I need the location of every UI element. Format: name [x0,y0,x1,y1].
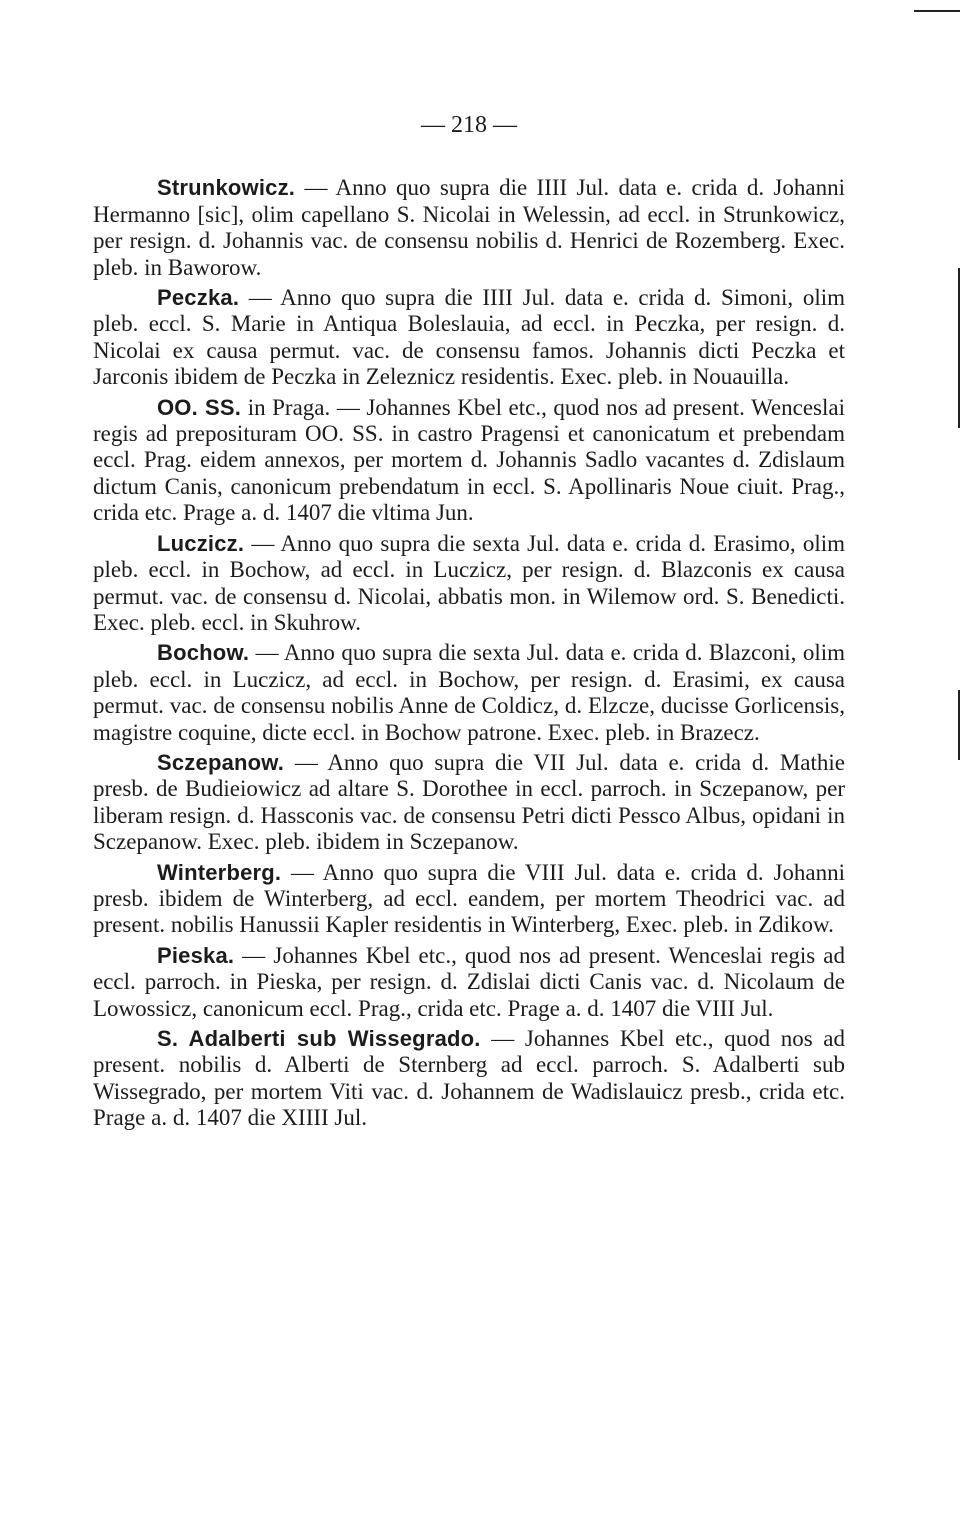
entry-pieska [93,943,845,1022]
entry-text: — Anno quo supra die IIII Jul. data e. crida d. Johanni Hermanno [sic], olim capellano S. Nicolai in Welessin, ad eccl. in Strunkowicz, per resign. d. Johannis vac. de consensu nobilis d. Henrici de Rozemberg. Exec. pleb. in Baworow. [93,175,845,280]
entry-title: Luczicz. [157,530,245,556]
entry-title: S. Adalberti sub Wissegrado. [157,1026,481,1051]
entry-title: Winterberg. [157,859,282,885]
entry-text: — Anno quo supra die sexta Jul. data e. crida d. Blazconi, olim pleb. eccl. in Luczicz, ad eccl. in Bochow, per resign. d. Erasimi, ex causa permut. vac. de consensu nobilis Anne de Coldicz, d. Elzcze, ducisse Gorlicensis, magistre coquine, dicte eccl. in Bochow patrone. Exec. pleb. in Brazecz. [93,640,845,745]
entry-title: Strunkowicz. [157,175,296,201]
entry-sczepanow [93,750,845,856]
entry-oo-ss-praga [93,395,845,527]
entry-text: — Johannes Kbel etc., quod nos ad present. nobilis d. Alberti de Sternberg ad eccl. parroch. S. Adalberti sub Wissegrado, per mortem Viti vac. d. Johannem de Wadislauicz presb., crida etc. Prage a. d. 1407 die XIIII Jul. [93,1026,846,1131]
entry-text: — Anno quo supra die VII Jul. data e. crida d. Mathie presb. de Budieiowicz ad altare S. Dorothee in eccl. parroch. in Sczepanow, per liberam resign. d. Hassconis vac. de consensu Petri dicti Pessco Albus, opidani in Sczepanow. Exec. pleb. ibidem in Sczepanow. [93,749,845,855]
entry-text: — Anno quo supra die sexta Jul. data e. crida d. Erasimo, olim pleb. eccl. in Bochow, ad eccl. in Luczicz, per resign. d. Blazconis ex causa permut. vac. de consensu d. Nicolai, abbatis mon. in Wilemow ord. S. Benedicti. Exec. pleb. eccl. in Skuhrow. [93,530,845,635]
entry-title: Sczepanow. [157,749,285,775]
entry-strunkowicz [93,175,845,281]
page-number: — 218 — [421,112,517,138]
entry-title: Peczka. [157,285,240,311]
entry-bochow [93,640,845,746]
entry-title: Bochow. [157,640,250,666]
document-page [93,112,845,1136]
entry-text: — Johannes Kbel etc., quod nos ad present. Wenceslai regis ad eccl. parroch. in Pieska, per resign. d. Zdislai dicti Canis vac. d. Nicolaum de Lowossicz, canonicum eccl. Prag., crida etc. Prage a. d. 1407 die VIII Jul. [93,942,845,1021]
entry-peczka [93,285,845,391]
entry-s-adalberti [93,1026,845,1132]
entry-title: Pieska. [157,942,235,968]
entry-text: — Anno quo supra die IIII Jul. data e. crida d. Simoni, olim pleb. eccl. S. Marie in Antiqua Boleslauia, ad eccl. in Peczka, per resign. d. Nicolai ex causa permut. vac. de consensu famos. Johannis dicti Peczka et Jarconis ibidem de Peczka in Zeleznicz residentis. Exec. pleb. in Nouauilla. [93,285,845,390]
entry-text: in Praga. — Johannes Kbel etc., quod nos ad present. Wenceslai regis ad preposituram OO. SS. in castro Pragensi et canonicatum et prebendam eccl. Prag. eidem annexos, per mortem d. Johannis Sadlo vacantes d. Zdislaum dictum Canis, canonicum prebendatum in eccl. S. Apollinaris Noue ciuit. Prag., crida etc. Prage a. d. 1407 die vltima Jun. [93,394,845,526]
entry-luczicz [93,531,845,637]
scan-edge-rule [914,10,960,12]
entry-title: OO. SS. [157,394,242,420]
entry-text: — Anno quo supra die VIII Jul. data e. crida d. Johanni presb. ibidem de Winterberg, ad eccl. eandem, per mortem Theodrici vac. ad present. nobilis Hanussii Kapler residentis in Winterberg, Exec. pleb. in Zdikow. [93,859,845,938]
entry-winterberg [93,860,845,939]
